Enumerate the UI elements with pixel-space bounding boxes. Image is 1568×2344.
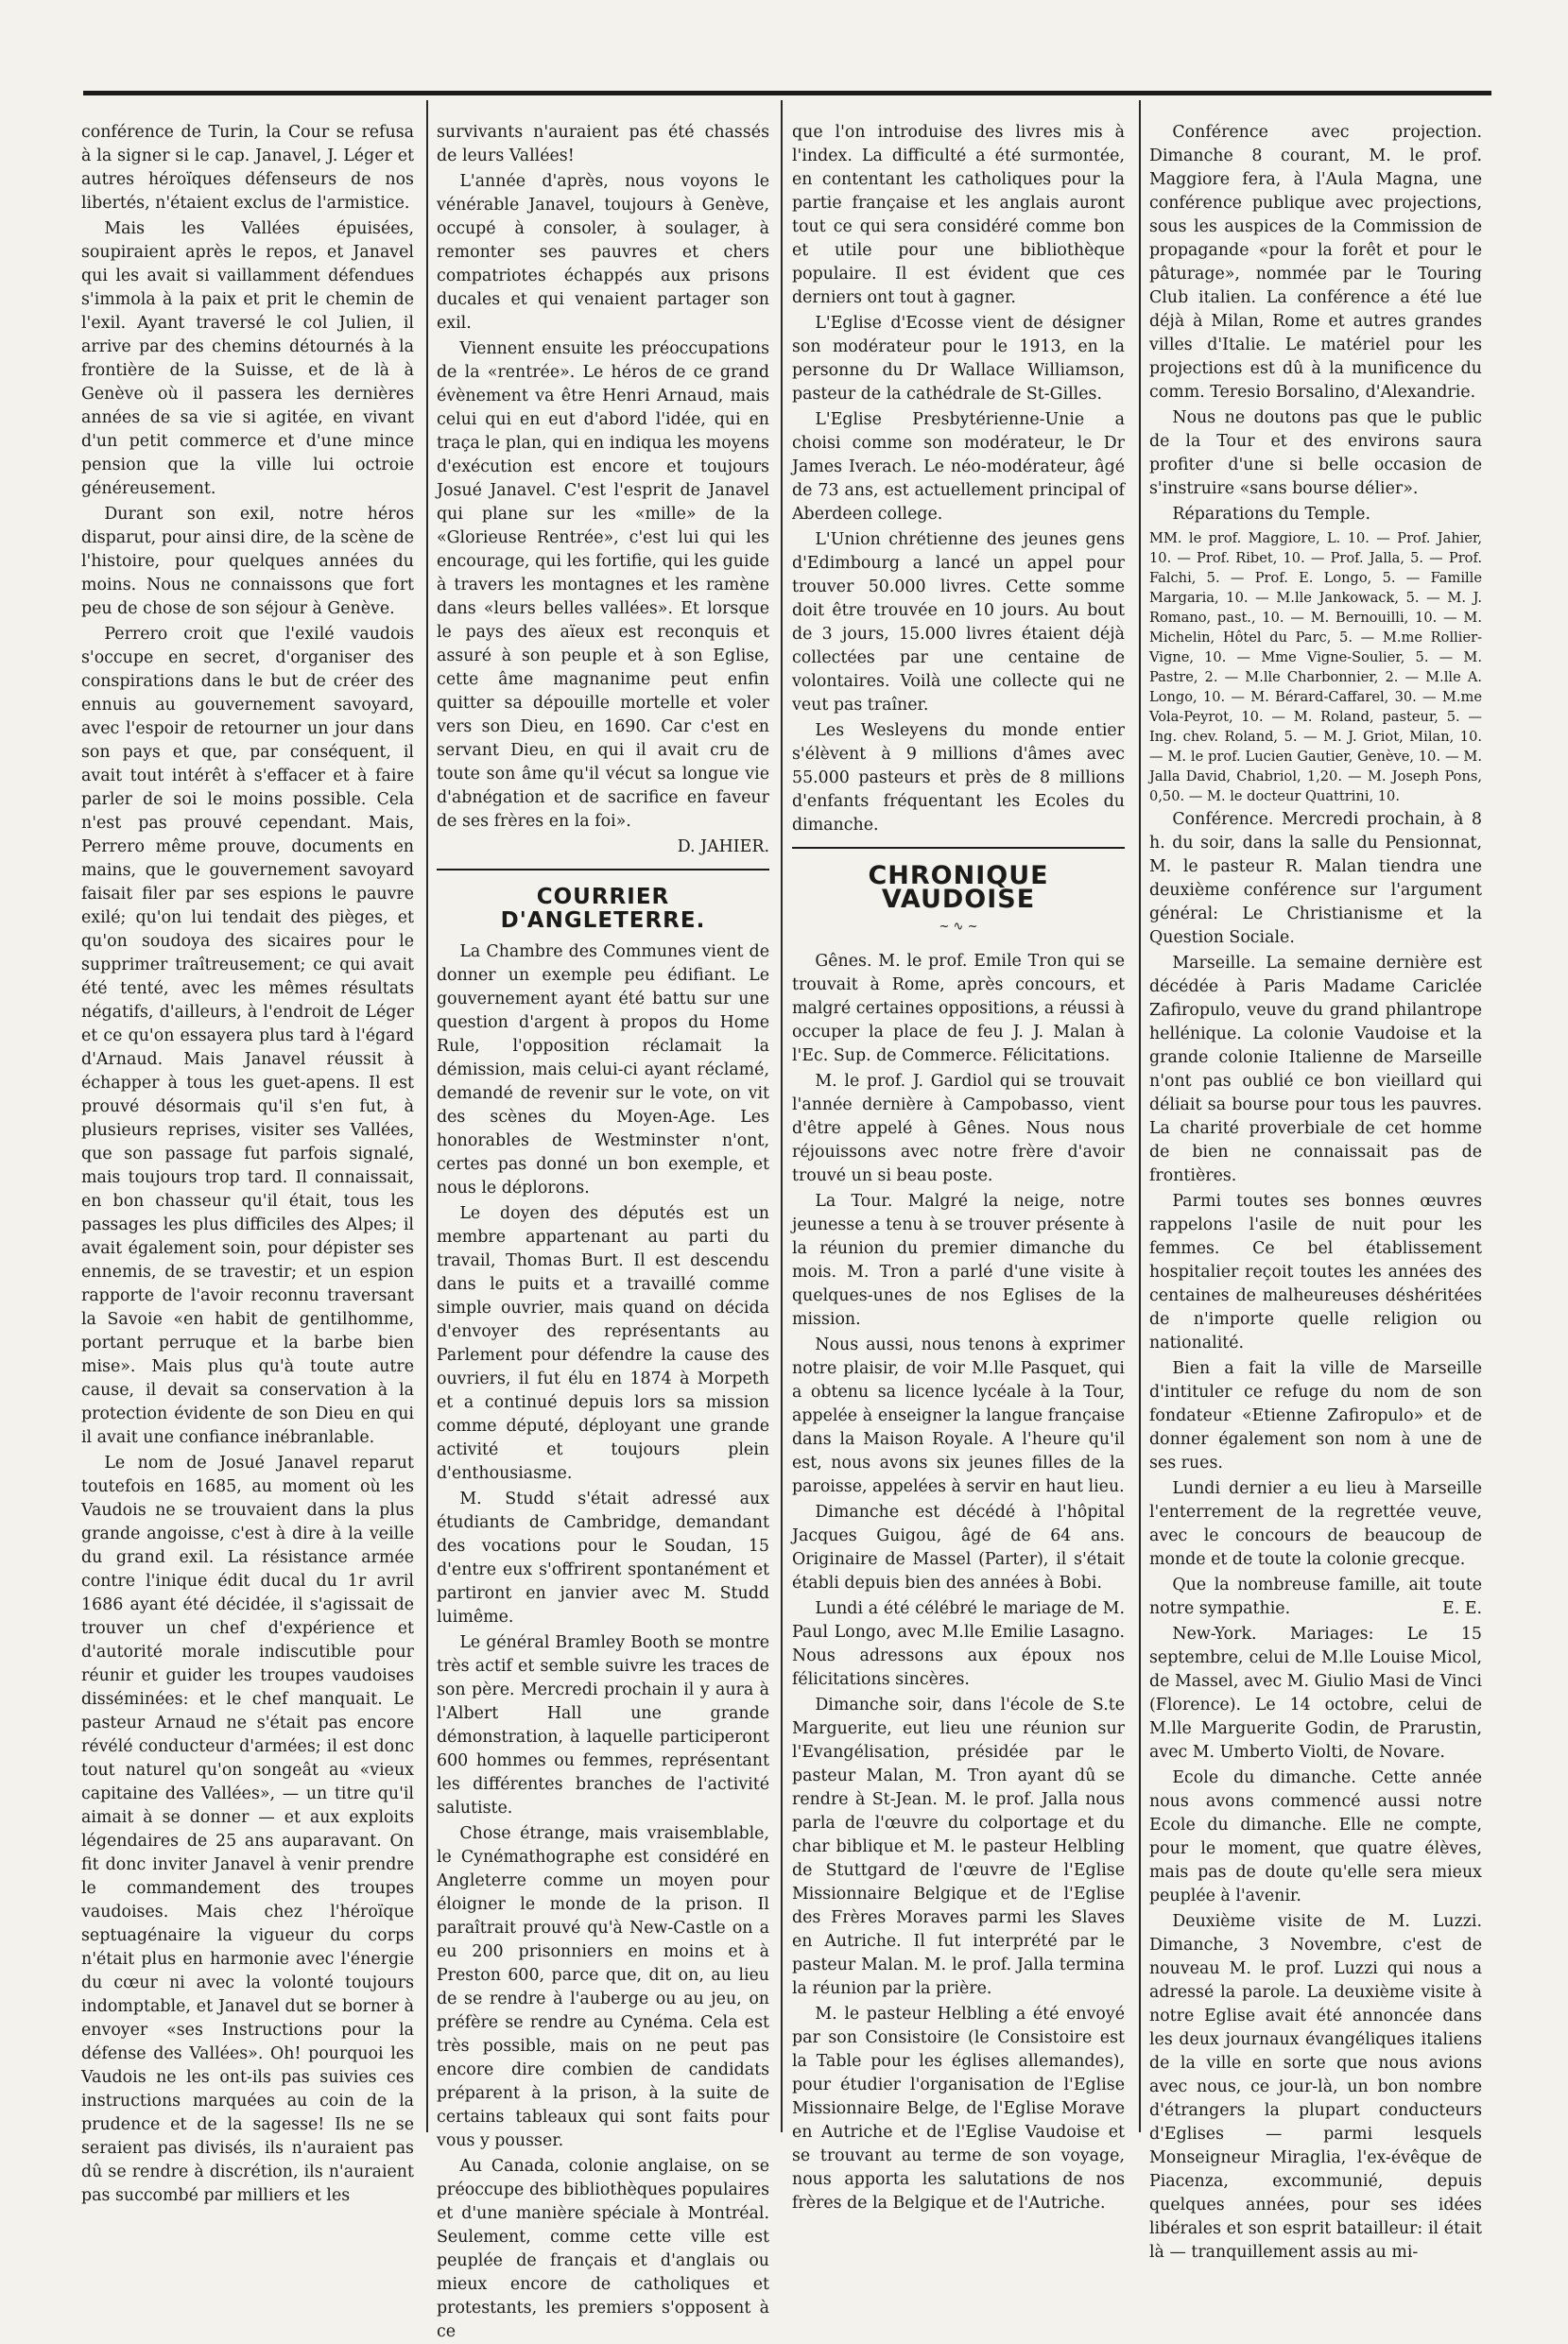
paragraph bbox=[1149, 1574, 1482, 1621]
section-rule bbox=[792, 847, 1125, 849]
paragraph: L'Eglise Presbytérienne-Unie a choisi comme son modérateur, le Dr James Iverach. Le néo-modérateur, âgé de 73 ans, est actuellement principal of Aberdeen college. bbox=[792, 410, 1125, 524]
paragraph: Durant son exil, notre héros disparut, pour ainsi dire, de la scène de l'histoire, pour quelques années du moins. Nous ne connaissons que fort peu de chose de son séjour à Genève. bbox=[81, 505, 414, 618]
column-3 bbox=[792, 121, 1125, 2213]
paragraph: Conférence avec projection. Dimanche 8 courant, M. le prof. Maggiore fera, à l'Aula Magna, une conférence publique avec projections, sous les auspices de la Commission de propagande «pour la forêt et pour le pâturage», nommée par le Touring Club italien. La conférence a été lue déjà à Milan, Rome et autres grandes villes d'Italie. Le matériel pour les projections est dû à la munificence du comm. Teresio Borsalino, d'Alexandrie. bbox=[1149, 123, 1482, 402]
paragraph: L'année d'après, nous voyons le vénérable Janavel, toujours à Genève, occupé à consoler, à soulager, à remonter ses pauvres et chers compatriotes échappés aux prisons ducales et qui venaient partager son exil. bbox=[437, 172, 769, 333]
paragraph: La Chambre des Communes vient de donner un exemple peu édifiant. Le gouvernement ayant été battu sur une question d'argent à propos du Home Rule, l'opposition réclamait la démission, mais celui-ci ayant réclamé, demandé de revenir sur le vote, on vit des scènes du Moyen-Age. Les honorables de Westminster n'ont, certes pas donné un bon exemple, et nous le déplorons. bbox=[437, 942, 769, 1198]
paragraph: Viennent ensuite les préoccupations de la «rentrée». Le héros de ce grand évènement va être Henri Arnaud, mais celui qui en eut d'abord l'idée, qui en traça le plan, qui en indiqua les moyens d'exécution est encore et toujours Josué Janavel. C'est l'esprit de Janavel qui plane sur les «mille» de la «Glorieuse Rentrée», c'est lui qui les encourage, qui les fortifie, qui les guide à travers les montagnes et les ramène dans «leurs belles vallées». Et lorsque le pays des aïeux est reconquis et assuré à son peuple et à son Eglise, cette âme magnanime peut enfin quitter sa dépouille mortelle et voler vers son Dieu, en 1690. Car c'est en servant Dieu, en qui il avait cru de toute son âme qu'il vécut sa longue vie d'abnégation et de sacrifice en faveur de ses frères en la foi». bbox=[437, 339, 769, 831]
paragraph: M. Studd s'était adressé aux étudiants de Cambridge, demandant des vocations pour le Soudan, 15 d'entre eux s'offrirent spontanément et partiront en janvier avec M. Studd luimême. bbox=[437, 1490, 769, 1627]
paragraph: New-York. Mariages: Le 15 septembre, celui de M.lle Louise Micol, de Massel, avec M. Giulio Masi de Vinci (Florence). Le 14 octobre, celui de M.lle Marguerite Godin, de Prarustin, avec M. Umberto Violti, de Novare. bbox=[1149, 1625, 1482, 1762]
paragraph: Chose étrange, mais vraisemblable, le Cynémathographe est considéré en Angleterre comme un moyen pour éloigner le monde de la prison. Il paraîtrait prouvé qu'à New-Castle on a eu 200 prisonniers en moins et à Preston 600, parce que, dit on, au lieu de se rendre à l'auberge ou au jeu, on préfère se rendre au Cynéma. Cela est très possible, mais on ne peut pas encore dire combien de candidats préparent à la prison, à la suite de certains tableaux qui sont faits pour vous y pousser. bbox=[437, 1824, 769, 2150]
paragraph: Au Canada, colonie anglaise, on se préoccupe des bibliothèques populaires et d'une manière spéciale à Montréal. Seulement, comme cette ville est peuplée de français et d'anglais ou mieux encore de catholiques et protestants, les premiers s'opposent à ce bbox=[437, 2157, 769, 2341]
paragraph: Marseille. La semaine dernière est décédée à Paris Madame Cariclée Zafiropulo, veuve du grand philantrope hellénique. La colonie Vaudoise et la grande colonie Italienne de Marseille n'ont pas oublié ce bon vieillard qui déliait sa bourse pour tous les pauvres. La charité proverbiale de cet homme de bien ne connaissait pas de frontières. bbox=[1149, 954, 1482, 1185]
paragraph: M. le pasteur Helbling a été envoyé par son Consistoire (le Consistoire est la Table pour les églises allemandes), pour étudier l'organisation de l'Eglise Missionnaire Belge, de l'Eglise Morave en Autriche et de l'Eglise Vaudoise et se trouvant au terme de son voyage, nous apporta les salutations de nos frères de la Belgique et de l'Autriche. bbox=[792, 2005, 1125, 2213]
paragraph: Lundi a été célébré le mariage de M. Paul Longo, avec M.lle Emilie Lasagno. Nous adressons aux époux nos félicitations sincères. bbox=[792, 1599, 1125, 1689]
paragraph: Dimanche soir, dans l'école de S.te Marguerite, eut lieu une réunion sur l'Evangélisation, présidée par le pasteur Malan, M. Tron ayant dû se rendre à St-Jean. M. le prof. Jalla nous parla de l'œuvre du colportage et du char biblique et M. le pasteur Helbling de Stuttgard de l'œuvre de l'Eglise Missionnaire Belgique et de l'Eglise des Frères Moraves parmi les Slaves en Autriche. Il fut interprété par le pasteur Malan. M. le prof. Jalla termina la réunion par la prière. bbox=[792, 1696, 1125, 1998]
column-4 bbox=[1149, 121, 1482, 2262]
paragraph: Gênes. M. le prof. Emile Tron qui se trouvait à Rome, après concours, et malgré certaines oppositions, a réussi à occuper la place de feu J. J. Malan à l'Ec. Sup. de Commerce. Félicitations. bbox=[792, 952, 1125, 1065]
ornament-flourish: ~ ∿ ~ bbox=[939, 920, 978, 934]
paragraph: Ecole du dimanche. Cette année nous avons commencé aussi notre Ecole du dimanche. Elle ne compte, pour le moment, que quatre élèves, mais pas de doute qu'elle sera mieux peuplée à l'avenir. bbox=[1149, 1768, 1482, 1905]
signature: D. JAHIER. bbox=[677, 837, 769, 856]
column-divider bbox=[781, 100, 783, 2132]
paragraph: Dimanche est décédé à l'hôpital Jacques Guigou, âgé de 64 ans. Originaire de Massel (Parter), il s'était établi depuis bien des années à Bobi. bbox=[792, 1503, 1125, 1593]
subheading: Réparations du Temple. bbox=[1172, 505, 1371, 524]
paragraph: survivants n'auraient pas été chassés de leurs Vallées! bbox=[437, 123, 769, 165]
paragraph: Le doyen des députés est un membre appartenant au parti du travail, Thomas Burt. Il est descendu dans le puits et a travaillé comme simple ouvrier, mais quand on décida d'envoyer des représentants au Parlement pour défendre la cause des ouvriers, il fut élu en 1874 à Morpeth et a continué depuis lors sa mission comme député, déployant une grande activité et toujours plein d'enthousiasme. bbox=[437, 1204, 769, 1483]
donor-list: MM. le prof. Maggiore, L. 10. — Prof. Jahier, 10. — Prof. Ribet, 10. — Prof. Jalla, 5. — Prof. Falchi, 5. — Prof. E. Longo, 5. — Famille Margaria, 10. — M.lle Jankowack, 5. — M. J. Romano, past., 10. — M. Bernouilli, 10. — M. Michelin, Hôtel du Parc, 5. — M.me Rollier-Vigne, 10. — Mme Vigne-Soulier, 5. — M. Pastre, 2. — M.lle Charbonnier, 2. — M.lle A. Longo, 10. — M. Bérard-Caffarel, 30. — M.me Vola-Peyrot, 10. — M. Roland, pasteur, 5. — Ing. chev. Roland, 5. — M. J. Griot, Milan, 10. — M. le prof. Lucien Gautier, Genève, 10. — M. Jalla David, Chabriol, 1,20. — M. Joseph Pons, 0,50. — M. le docteur Quattrini, 10. bbox=[1149, 530, 1482, 804]
paragraph: que l'on introduise des livres mis à l'index. La difficulté a été surmontée, en contentant les catholiques pour la partie française et les anglais auront tout ce qui sera considéré comme bon et utile pour une bibliothèque populaire. Il est évident que ces derniers ont tout à gagner. bbox=[792, 123, 1125, 307]
paragraph: Nous ne doutons pas que le public de la Tour et des environs saura profiter d'une si belle occasion de s'instruire «sans bourse délier». bbox=[1149, 408, 1482, 498]
paragraph: Le général Bramley Booth se montre très actif et semble suivre les traces de son père. Mercredi prochain il y aura à l'Albert Hall une grande démonstration, à laquelle participeront 600 hommes ou femmes, représentant les différentes branches de l'activité salutiste. bbox=[437, 1633, 769, 1818]
paragraph: Parmi toutes ses bonnes œuvres rappelons l'asile de nuit pour les femmes. Ce bel établissement hospitalier reçoit toutes les années des centaines de malheureuses déshéritées de n'importe quelle religion ou nationalité. bbox=[1149, 1192, 1482, 1353]
paragraph: La Tour. Malgré la neige, notre jeunesse a tenu à se trouver présente à la réunion du premier dimanche du mois. M. Tron a parlé d'une visite à quelques-unes de nos Eglises de la mission. bbox=[792, 1192, 1125, 1329]
paragraph: conférence de Turin, la Cour se refusa à la signer si le cap. Janavel, J. Léger et autres héroïques défenseurs de nos libertés, n'étaient exclus de l'armistice. bbox=[81, 123, 414, 213]
top-rule bbox=[83, 91, 1491, 95]
paragraph: Conférence. Mercredi prochain, à 8 h. du soir, dans la salle du Pensionnat, M. le pasteur R. Malan tiendra une deuxième conférence sur l'argument général: Le Christianisme et la Question Sociale. bbox=[1149, 810, 1482, 947]
column-2 bbox=[437, 121, 769, 2341]
paragraph: L'Eglise d'Ecosse vient de désigner son modérateur pour le 1913, en la personne du Dr Wallace Williamson, pasteur de la cathédrale de St-Gilles. bbox=[792, 314, 1125, 404]
paragraph: Lundi dernier a eu lieu à Marseille l'enterrement de la regrettée veuve, avec le concours de beaucoup de monde et de toute la colonie grecque. bbox=[1149, 1479, 1482, 1569]
paragraph: Le nom de Josué Janavel reparut toutefois en 1685, au moment où les Vaudois ne se trouvaient dans la plus grande angoisse, c'est à dire à la veille du grand exil. La résistance armée contre l'inique édit ducal du 1r avril 1686 ayant été décidée, il s'agissait de trouver un chef d'expérience et d'autorité morale indiscutible pour réunir et guider les troupes vaudoises disséminées: et le chef manquait. Le pasteur Arnaud ne s'était pas encore révélé conducteur d'armées; il est donc tout naturel qu'on songeât au «vieux capitaine des Vallées», — un titre qu'il aimait à se donner — et aux exploits légendaires de 25 ans auparavant. On fit donc inviter Janavel à venir prendre le commandement des troupes vaudoises. Mais chez l'héroïque septuagénaire la vigueur du corps n'était plus en harmonie avec l'énergie du cœur ni avec la volonté toujours indomptable, et Janavel dut se borner à envoyer «ses Instructions pour la défense des Vallées». Oh! pourquoi les Vaudois ne les ont-ils pas suivies ces instructions marquées au coin de la prudence et de la sagesse! Ils ne se seraient pas divisés, ils n'auraient pas dû se rendre à discrétion, ils n'auraient pas succombé par milliers et les bbox=[81, 1454, 414, 2205]
column-divider bbox=[426, 100, 428, 2132]
section-heading: COURRIER D'ANGLETERRE. bbox=[500, 885, 706, 933]
paragraph-text: Que la nombreuse famille, ait toute notre sympathie. bbox=[1149, 1576, 1482, 1618]
signature: E. E. bbox=[1442, 1599, 1482, 1618]
section-rule bbox=[437, 869, 769, 870]
column-1 bbox=[81, 121, 414, 2205]
paragraph: Bien a fait la ville de Marseille d'intituler ce refuge du nom de son fondateur «Etienne Zafiropulo» et de donner également son nom à une de ses rues. bbox=[1149, 1359, 1482, 1473]
paragraph: Les Wesleyens du monde entier s'élèvent à 9 millions d'âmes avec 55.000 pasteurs et près de 8 millions d'enfants fréquentant les Ecoles du dimanche. bbox=[792, 721, 1125, 835]
paragraph: M. le prof. J. Gardiol qui se trouvait l'année dernière à Campobasso, vient d'être appelé à Gênes. Nous nous réjouissons avec notre frère d'avoir trouvé un si beau poste. bbox=[792, 1072, 1125, 1185]
paragraph: Perrero croit que l'exilé vaudois s'occupe en secret, d'organiser des conspirations dans le but de créer des ennuis au gouvernement savoyard, avec l'espoir de retourner un jour dans son pays et que, par conséquent, il avait tout intérêt à s'effacer et à faire parler de soi le moins possible. Cela n'est pas prouvé cependant. Mais, Perrero même prouve, documents en mains, que le gouvernement savoyard faisait filer par ses espions le pauvre exilé; qu'on lui tendait des pièges, et qu'on soudoya des sicaires pour le supprimer traîtreusement; ce qui avait été tenté, avec les mêmes résultats négatifs, d'ailleurs, à l'endroit de Léger et ce qu'on essayera plus tard à l'égard d'Arnaud. Mais Janavel réussit à échapper à tous les guet-apens. Il est prouvé désormais qu'il s'en fut, à plusieurs reprises, visiter ses Vallées, que son passage fut parfois signalé, mais toujours trop tard. Il connaissait, en bon chasseur qu'il était, tous les passages les plus difficiles des Alpes; il avait également soin, pour dépister ses ennemis, de se travestir; et un espion rapporte de l'avoir reconnu traversant la Savoie «en habit de gentilhomme, portant perruque et la barbe bien mise». Mais plus qu'à toute autre cause, il devait sa conservation à la protection évidente de son Dieu en qui il avait une confiance inébranlable. bbox=[81, 625, 414, 1447]
paragraph: Nous aussi, nous tenons à exprimer notre plaisir, de voir M.lle Pasquet, qui a obtenu sa licence lycéale à la Tour, appelée à enseigner la langue française dans la Maison Royale. A l'heure qu'il est, nous avons six jeunes filles de la paroisse, appelées à servir en haut lieu. bbox=[792, 1336, 1125, 1496]
column-divider bbox=[1139, 100, 1141, 2132]
paragraph: Mais les Vallées épuisées, soupiraient après le repos, et Janavel qui les avait si vaillamment défendues s'immola à la paix et prit le chemin de l'exil. Ayant traversé le col Julien, il arrive par des chemins détournés à la frontière de la Suisse, et de là à Genève où il passera les dernières années de sa vie si agitée, en vivant d'un petit commerce et d'une mince pension que la ville lui octroie généreusement. bbox=[81, 219, 414, 498]
section-heading: CHRONIQUE VAUDOISE bbox=[868, 861, 1049, 914]
paragraph: Deuxième visite de M. Luzzi. Dimanche, 3 Novembre, c'est de nouveau M. le prof. Luzzi qui nous a adressé la parole. La deuxième visite à notre Eglise avait été annoncée dans les deux journaux évangéliques italiens de la ville en sorte que nous avions avec nous, ce jour-là, un bon nombre d'étrangers la plupart conducteurs d'Eglises — parmi lesquels Monseigneur Miraglia, l'ex-évêque de Piacenza, excommunié, depuis quelques années, pour ses idées libérales et son esprit batailleur: il était là — tranquillement assis au mi- bbox=[1149, 1912, 1482, 2262]
paragraph: L'Union chrétienne des jeunes gens d'Edimbourg a lancé un appel pour trouver 50.000 livres. Cette somme doit être trouvée en 10 jours. Au bout de 3 jours, 15.000 livres étaient déjà collectées par une centaine de volontaires. Voilà une collecte qui ne veut pas traîner. bbox=[792, 530, 1125, 715]
